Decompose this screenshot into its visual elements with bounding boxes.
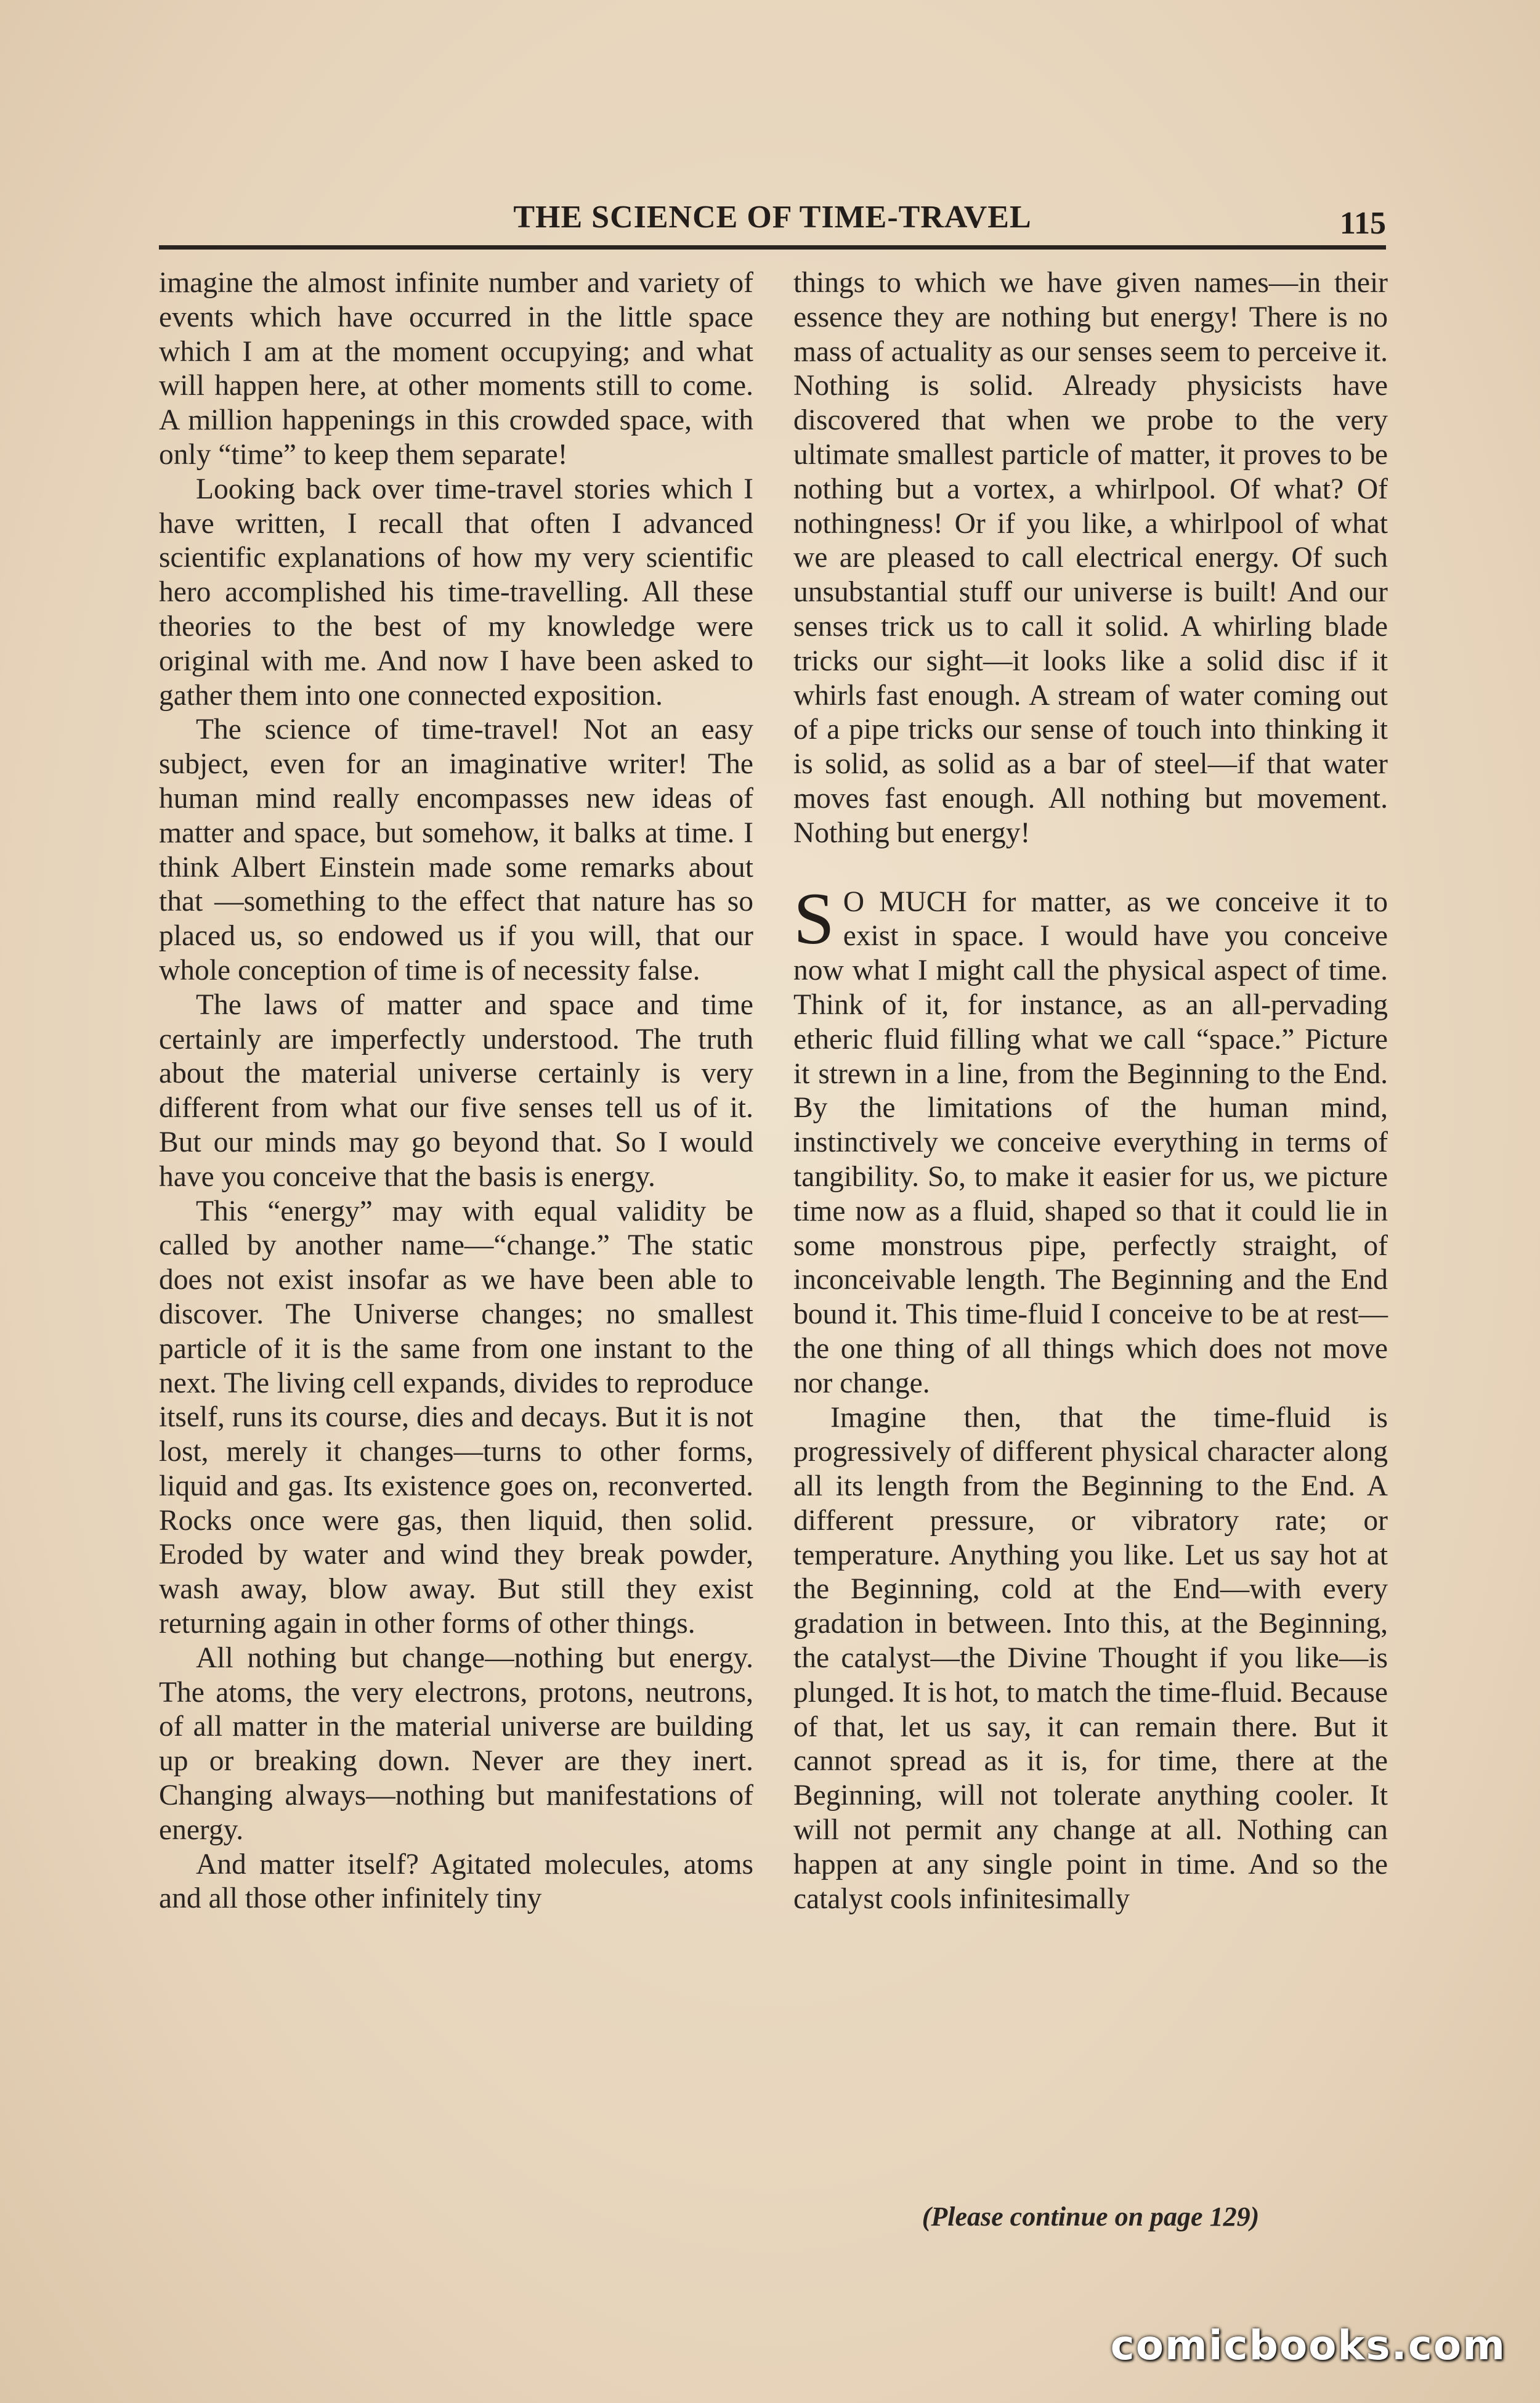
- left-column: [159, 266, 753, 2207]
- site-watermark: comicbooks.com: [1110, 2322, 1506, 2369]
- page-number: 115: [1339, 206, 1386, 241]
- drop-cap: S: [793, 877, 835, 959]
- right-column: [793, 266, 1388, 2207]
- paragraph: And matter itself? Agitated molecules, atoms and all those other infinitely tiny: [159, 1848, 753, 1915]
- lead-in-caps: O MUCH: [843, 885, 967, 918]
- paragraph: Imagine then, that the time-fluid is progressively of different physical character along all its length from the Beginning to the End. A different pressure, or vibratory rate; or temperature. Anything you like. Let us say hot at the Beginning, cold at the End—with every gradation in between. Into this, at the Beginning, the catalyst—the Divine Thought if you like—is plunged. It is hot, to match the time-fluid. Because of that, let us say, it can remain there. But it cannot spread as it is, for time, there at the Beginning, will not tolerate anything cooler. It will not permit any change at all. Nothing can happen at any single point in time. And so the catalyst cools infinitesimally: [793, 1401, 1388, 1915]
- paragraph: The science of time-travel! Not an easy subject, even for an imaginative writer! The human mind really encompasses new ideas of matter and space, but somehow, it balks at time. I think Albert Einstein made some remarks about that —something to the effect that nature has so placed us, so endowed us if you will, that our whole conception of time is of necessity false.: [159, 714, 753, 986]
- paragraph-text: for matter, as we conceive it to exist in space. I would have you conceive now what I might call the physical aspect of time. Think of it, for instance, as an all-pervading etheric fluid filling what we call “space.” Picture it strewn in a line, from the Beginning to the End. By the limitations of the human mind, instinctively we conceive everything in terms of tangibility. So, to make it easier for us, we picture time now as a fluid, shaped so that it could lie in some monstrous pipe, perfectly straight, of inconceivable length. The Beginning and the End bound it. This time-fluid I conceive to be at rest—the one thing of all things which does not move nor change.: [793, 885, 1388, 1399]
- paragraph: imagine the almost infinite number and variety of events which have occurred in the little space which I am at the moment occupying; and what will happen here, at other moments still to come. A million happenings in this crowded space, with only “time” to keep them separate!: [159, 267, 753, 471]
- paragraph: All nothing but change—nothing but energy. The atoms, the very electrons, protons, neutrons, of all matter in the material universe are building up or breaking down. Never are they inert. Changing always—nothing but manifestations of energy.: [159, 1641, 753, 1846]
- paragraph: Looking back over time-travel stories which I have written, I recall that often I advanced scientific explanations of how my very scientific hero accomplished his time-travelling. All these theories to the best of my knowledge were original with me. And now I have been asked to gather them into one connected exposition.: [159, 473, 753, 712]
- header-rule: [159, 245, 1386, 250]
- running-header: [159, 194, 1386, 243]
- section-paragraph: [793, 877, 1388, 1401]
- paragraph: The laws of matter and space and time certainly are imperfectly understood. The truth about the material universe certainly is very different from what our five senses tell us of it. But our minds may go beyond that. So I would have you conceive that the basis is energy.: [159, 988, 753, 1193]
- running-title: THE SCIENCE OF TIME-TRAVEL: [513, 200, 1032, 235]
- paragraph: This “energy” may with equal validity be called by another name—“change.” The static does not exist insofar as we have been able to discover. The Universe changes; no smallest particle of it is the same from one instant to the next. The living cell expands, divides to reproduce itself, runs its course, dies and decays. But it is not lost, merely it changes—turns to other forms, liquid and gas. Its existence goes on, reconverted. Rocks once were gas, then liquid, then solid. Eroded by water and wind they break powder, wash away, blow away. But still they exist returning again in other forms of other things.: [159, 1195, 753, 1640]
- paragraph: things to which we have given names—in their essence they are nothing but energy! There is no mass of actuality as our senses seem to perceive it. Nothing is solid. Already physicists have discovered that when we probe to the very ultimate smallest particle of matter, it proves to be nothing but a vortex, a whirlpool. Of what? Of nothingness! Or if you like, a whirlpool of what we are pleased to call electrical energy. Of such unsubstantial stuff our universe is built! And our senses trick us to call it solid. A whirling blade tricks our sight—it looks like a solid disc if it whirls fast enough. A stream of water coming out of a pipe tricks our sense of touch into thinking it is solid, as solid as a bar of steel—if that water moves fast enough. All nothing but movement. Nothing but energy!: [793, 267, 1388, 849]
- continuation-note: (Please continue on page 129): [922, 2202, 1260, 2232]
